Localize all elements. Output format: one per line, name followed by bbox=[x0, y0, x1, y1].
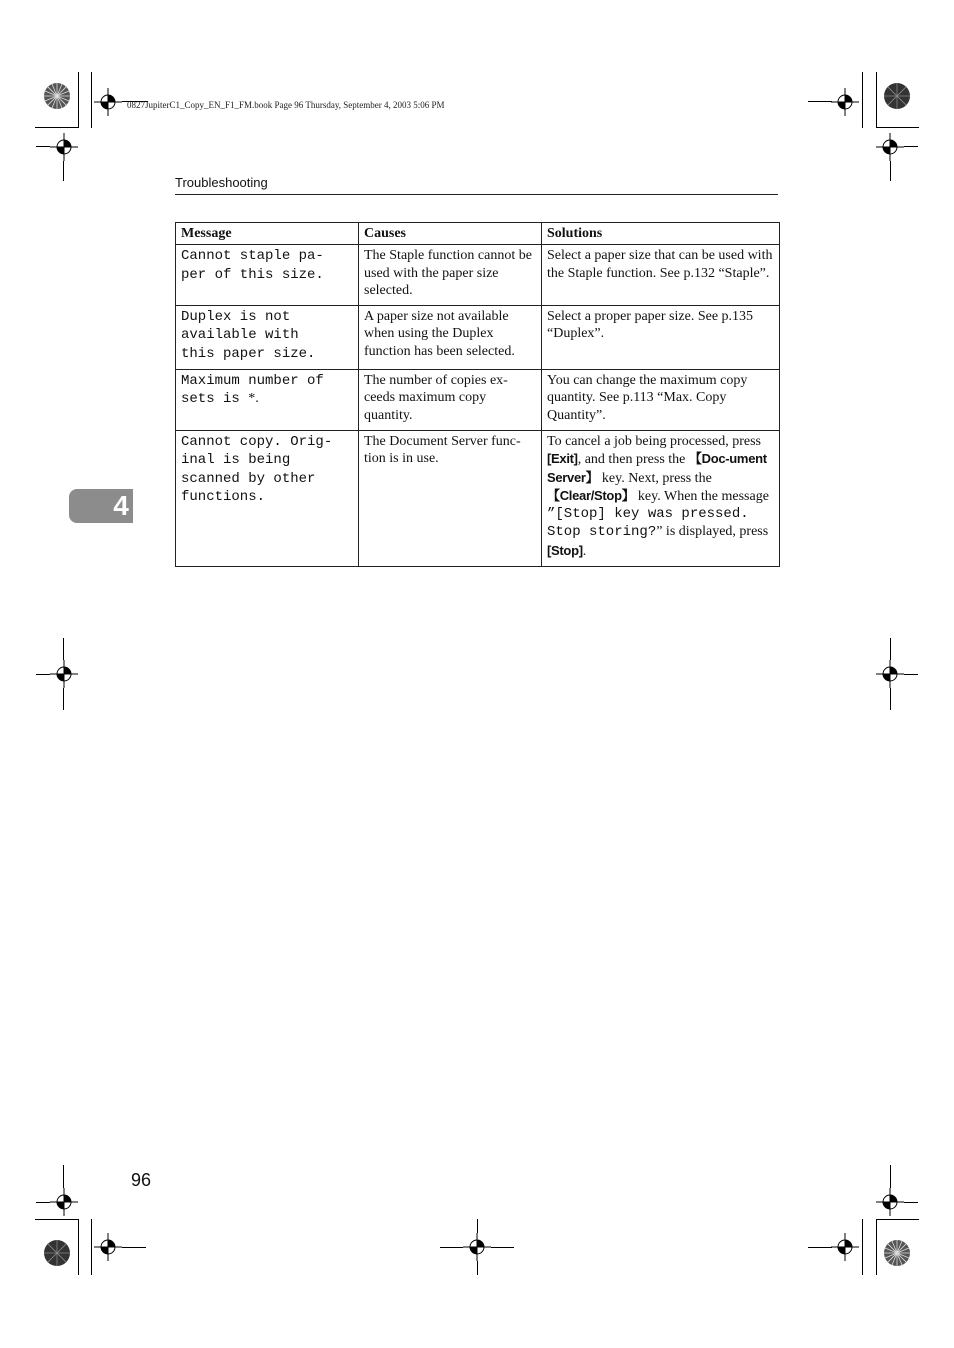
table-row bbox=[176, 245, 780, 306]
solution-text: key. When the message bbox=[634, 488, 769, 504]
solution-text: key. Next, press the bbox=[598, 470, 712, 486]
solution-text: . bbox=[582, 543, 587, 559]
running-head bbox=[175, 174, 778, 195]
solution-text: ” is displayed, press bbox=[656, 524, 769, 540]
cause-cell: A paper size not available when using the Duplex function has been selected. bbox=[359, 306, 542, 370]
troubleshooting-table bbox=[175, 222, 780, 567]
crosshair-icon bbox=[50, 660, 78, 693]
table-row bbox=[176, 430, 780, 566]
message-cell bbox=[176, 370, 359, 431]
crosshair-icon bbox=[876, 1188, 904, 1221]
page-number: 96 bbox=[131, 1170, 152, 1190]
cause-cell: The Document Server func-tion is in use. bbox=[359, 430, 542, 566]
cause-cell: The number of copies ex-ceeds maximum copy quantity. bbox=[359, 370, 542, 431]
crosshair-icon bbox=[94, 1233, 122, 1266]
crosshair-icon bbox=[831, 88, 859, 121]
table-row bbox=[176, 370, 780, 431]
clear-stop-key-label: 【Clear/Stop】 bbox=[547, 487, 635, 503]
color-wheel-icon-top-left bbox=[43, 82, 71, 115]
color-wheel-icon-top-right bbox=[883, 82, 911, 115]
exit-key-label: [Exit] bbox=[547, 451, 578, 467]
message-cell bbox=[176, 430, 359, 566]
crosshair-icon bbox=[831, 1233, 859, 1266]
message-cell bbox=[176, 306, 359, 370]
table-row bbox=[176, 306, 780, 370]
message-text: Cannot staple pa- per of this size. bbox=[181, 248, 324, 283]
crosshair-icon bbox=[50, 1188, 78, 1221]
solution-text: To cancel a job being processed, press bbox=[547, 433, 761, 449]
solution-text: , and then press the bbox=[577, 452, 689, 468]
stop-key-label: [Stop] bbox=[547, 542, 583, 558]
crosshair-icon bbox=[50, 133, 78, 166]
solution-cell bbox=[542, 430, 780, 566]
cause-cell: The Staple function cannot be used with the paper size selected. bbox=[359, 245, 542, 306]
column-header-solutions: Solutions bbox=[542, 223, 780, 245]
message-text: Maximum number of sets is bbox=[181, 373, 324, 408]
solution-cell: Select a proper paper size. See p.135 “Duplex”. bbox=[542, 306, 780, 370]
message-cell bbox=[176, 245, 359, 306]
print-header: 0827JupiterC1_Copy_EN_F1_FM.book Page 96 Thursday, September 4, 2003 5:06 PM bbox=[127, 100, 445, 110]
section-title: Troubleshooting bbox=[175, 175, 268, 190]
table-header-row bbox=[176, 223, 780, 245]
color-wheel-icon-bottom-right bbox=[883, 1239, 911, 1272]
solution-cell: You can change the maximum copy quantity. See p.113 “Max. Copy Quantity”. bbox=[542, 370, 780, 431]
column-header-message: Message bbox=[176, 223, 359, 245]
crosshair-icon bbox=[94, 88, 122, 121]
column-header-causes: Causes bbox=[359, 223, 542, 245]
solution-cell: Select a paper size that can be used with the Staple function. See p.132 “Staple”. bbox=[542, 245, 780, 306]
message-text: Duplex is not available with this paper size. bbox=[181, 309, 316, 362]
chapter-tab bbox=[69, 489, 133, 523]
color-wheel-icon-bottom-left bbox=[43, 1239, 71, 1272]
document-server-key-label: 【Doc-ument Server】 bbox=[547, 451, 767, 485]
message-text: Cannot copy. Orig- inal is being scanned by other functions. bbox=[181, 433, 333, 505]
message-text-tail: *. bbox=[248, 391, 259, 407]
stop-message-text: ”[Stop] key was pressed. Stop storing? bbox=[547, 506, 749, 541]
chapter-number: 4 bbox=[113, 490, 129, 521]
